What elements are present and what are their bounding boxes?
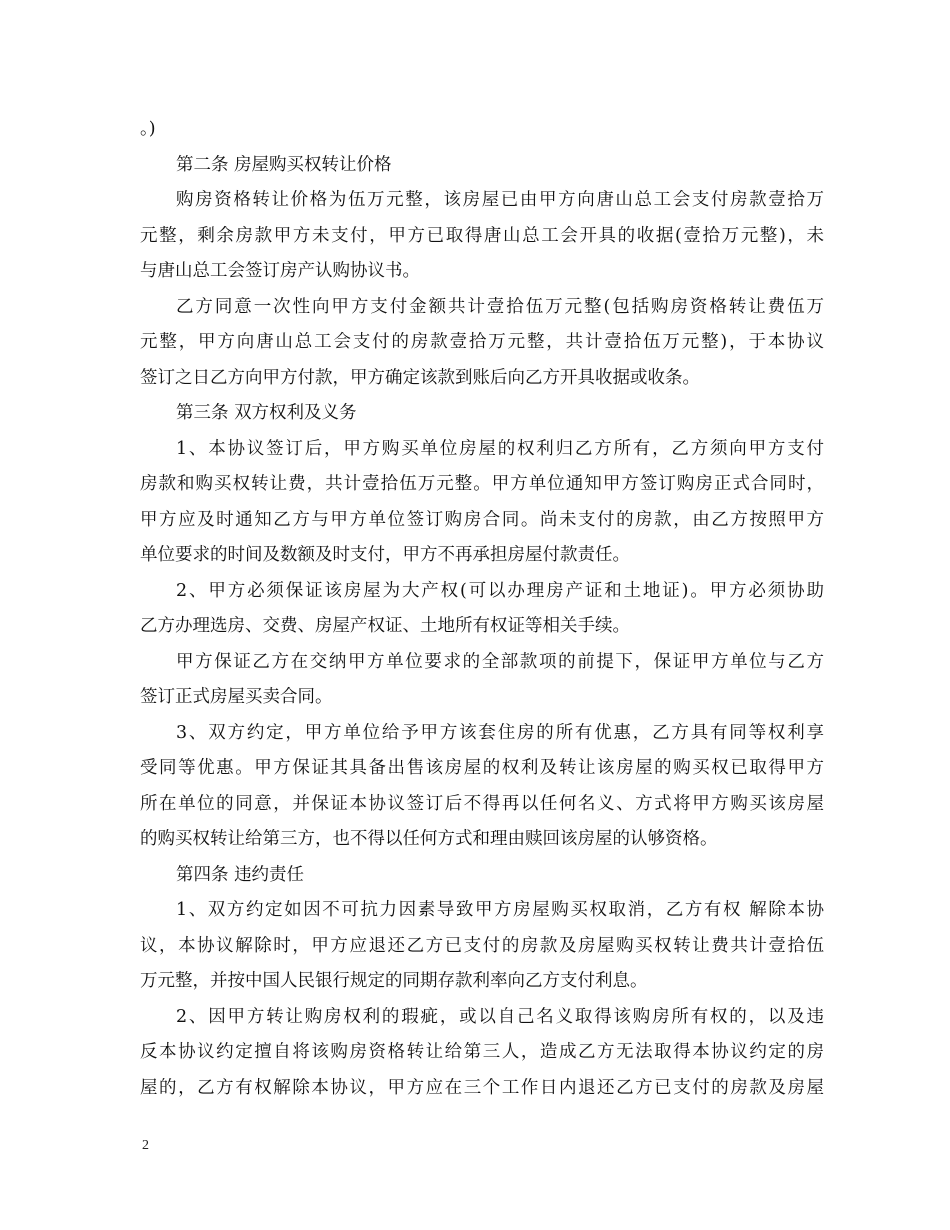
text-line: 购房资格转让价格为伍万元整，该房屋已由甲方向唐山总工会支付房款壹拾万	[176, 190, 824, 210]
text-line: 的购买权转让给第三方，也不得以任何方式和理由赎回该房屋的认够资格。	[140, 829, 718, 849]
text-line: 元整，剩余房款甲方未支付，甲方已取得唐山总工会开具的收据(壹拾万元整)，未	[140, 225, 824, 246]
text-line: 所在单位的同意，并保证本协议签订后不得再以任何名义、方式将甲方购买该房屋	[140, 793, 824, 814]
text-line: 甲方应及时通知乙方与甲方单位签订购房合同。尚未支付的房款，由乙方按照甲方	[140, 509, 824, 530]
section-heading: 第三条 双方权利及义务	[176, 403, 357, 423]
text-line: 3、双方约定，甲方单位给予甲方该套住房的所有优惠，乙方具有同等权利享	[176, 722, 824, 743]
text-line: 乙方同意一次性向甲方支付金额共计壹拾伍万元整(包括购房资格转让费伍万	[176, 296, 824, 317]
text-line: 1、双方约定如因不可抗力因素导致甲方房屋购买权取消，乙方有权 解除本协	[176, 900, 824, 920]
section-heading: 第二条 房屋购买权转让价格	[176, 154, 392, 175]
text-line: 1、本协议签订后，甲方购买单位房屋的权利归乙方所有，乙方须向甲方支付	[176, 438, 824, 459]
text-line: 元整，甲方向唐山总工会支付的房款壹拾万元整，共计壹拾伍万元整)，于本协议	[140, 332, 824, 352]
text-line: 万元整，并按中国人民银行规定的同期存款利率向乙方支付利息。	[140, 971, 648, 991]
text-line: 单位要求的时间及数额及时支付，甲方不再承担房屋付款责任。	[140, 545, 630, 565]
text-line: 。)	[140, 119, 156, 139]
text-line: 屋的，乙方有权解除本协议，甲方应在三个工作日内退还乙方已支付的房款及房屋	[140, 1077, 824, 1098]
text-line: 房款和购买权转让费，共计壹拾伍万元整。甲方单位通知甲方签订购房正式合同时，	[140, 474, 824, 494]
text-line: 议，本协议解除时，甲方应退还乙方已支付的房款及房屋购买权转让费共计壹拾伍	[140, 935, 824, 956]
document-body	[140, 112, 824, 1106]
text-line: 签订正式房屋买卖合同。	[140, 687, 333, 707]
text-line: 2、甲方必须保证该房屋为大产权(可以办理房产证和土地证)。甲方必须协助	[176, 580, 824, 601]
page-number: 2	[142, 1138, 149, 1153]
text-line: 与唐山总工会签订房产认购协议书。	[140, 261, 420, 281]
section-heading: 第四条 违约责任	[176, 864, 305, 885]
text-line: 乙方办理选房、交费、房屋产权证、土地所有权证等相关手续。	[140, 616, 630, 636]
text-line: 反本协议约定擅自将该购房资格转让给第三人，造成乙方无法取得本协议约定的房	[140, 1042, 824, 1062]
text-line: 受同等优惠。甲方保证其具备出售该房屋的权利及转让该房屋的购买权已取得甲方	[140, 758, 824, 778]
text-line: 签订之日乙方向甲方付款，甲方确定该款到账后向乙方开具收据或收条。	[140, 367, 700, 388]
text-line: 2、因甲方转让购房权利的瑕疵，或以自己名义取得该购房所有权的，以及违	[176, 1006, 824, 1027]
text-line: 甲方保证乙方在交纳甲方单位要求的全部款项的前提下，保证甲方单位与乙方	[176, 651, 824, 672]
